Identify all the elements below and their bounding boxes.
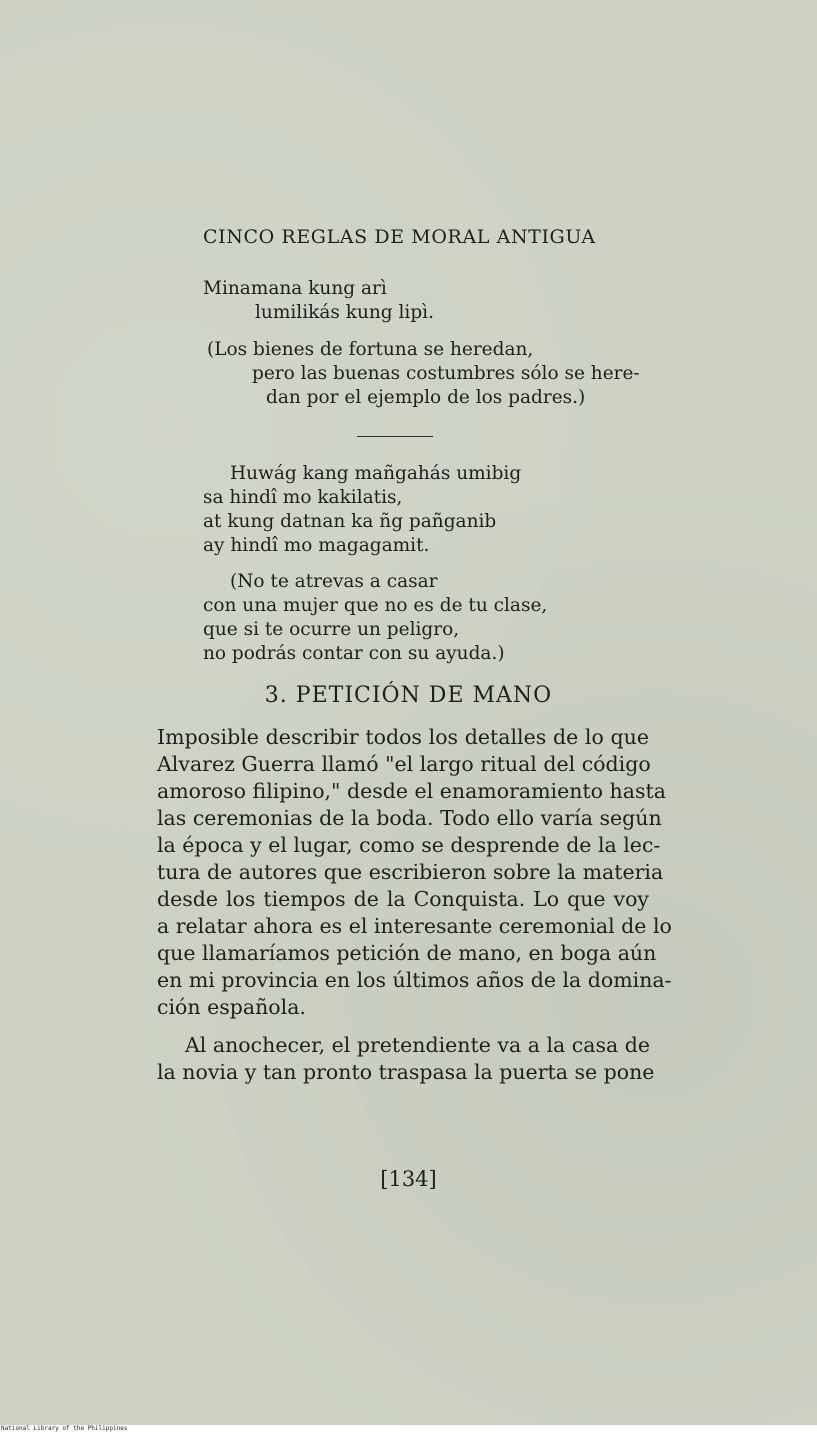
verse-line: sa hindî mo kakilatis,	[203, 487, 403, 508]
paragraph-line: tura de autores que escribieron sobre la materia	[157, 860, 664, 884]
paragraph-line: Imposible describir todos los detalles de lo que	[157, 725, 649, 749]
verse-line: Minamana kung arì	[203, 278, 387, 299]
translation-line: que si te ocurre un peligro,	[203, 619, 460, 640]
paragraph-line: la novia y tan pronto traspasa la puerta se pone	[157, 1060, 655, 1084]
verse-line: lumilikás kung lipì.	[255, 302, 434, 323]
library-credit: National Library of the Philippines	[1, 1425, 128, 1432]
paragraph-line: desde los tiempos de la Conquista. Lo que voy	[157, 887, 649, 911]
section-divider	[357, 436, 433, 437]
section-heading-text: 3. PETICIÓN DE MANO	[264, 683, 553, 708]
body-paragraph-1	[157, 724, 672, 1021]
paragraph-line: a relatar ahora es el interesante ceremonial de lo	[157, 914, 672, 938]
paragraph-line: Al anochecer, el pretendiente va a la casa de	[185, 1033, 650, 1057]
tagalog-proverb-2	[203, 462, 521, 558]
paragraph-line: ción española.	[157, 995, 306, 1019]
translation-line: pero las buenas costumbres sólo se here-	[252, 363, 640, 384]
spanish-translation-1	[207, 338, 640, 410]
spanish-translation-2	[203, 570, 547, 666]
verse-line: Huwág kang mañgahás umibig	[230, 463, 522, 484]
running-head: CINCO REGLAS DE MORAL ANTIGUA	[203, 226, 596, 248]
paragraph-line: Alvarez Guerra llamó "el largo ritual del código	[157, 752, 651, 776]
paragraph-line: la época y el lugar, como se desprende de la lec-	[157, 833, 661, 857]
paragraph-line: amoroso filipino," desde el enamoramiento hasta	[157, 779, 666, 803]
translation-line: (No te atrevas a casar	[230, 571, 438, 592]
translation-line: (Los bienes de fortuna se heredan,	[207, 339, 534, 360]
body-paragraph-2	[157, 1032, 655, 1086]
paragraph-line: que llamaríamos petición de mano, en boga aún	[157, 941, 657, 965]
translation-line: con una mujer que no es de tu clase,	[203, 595, 548, 616]
tagalog-proverb-1	[203, 277, 434, 325]
page-number: [134]	[380, 1167, 437, 1191]
verse-line: ay hindî mo magagamit.	[203, 535, 430, 556]
section-heading	[0, 683, 817, 708]
translation-line: dan por el ejemplo de los padres.)	[266, 387, 586, 408]
paragraph-line: las ceremonias de la boda. Todo ello varía según	[157, 806, 662, 830]
translation-line: no podrás contar con su ayuda.)	[203, 643, 505, 664]
paragraph-line: en mi provincia en los últimos años de la domina-	[157, 968, 672, 992]
verse-line: at kung datnan ka ñg pañganib	[203, 511, 497, 532]
